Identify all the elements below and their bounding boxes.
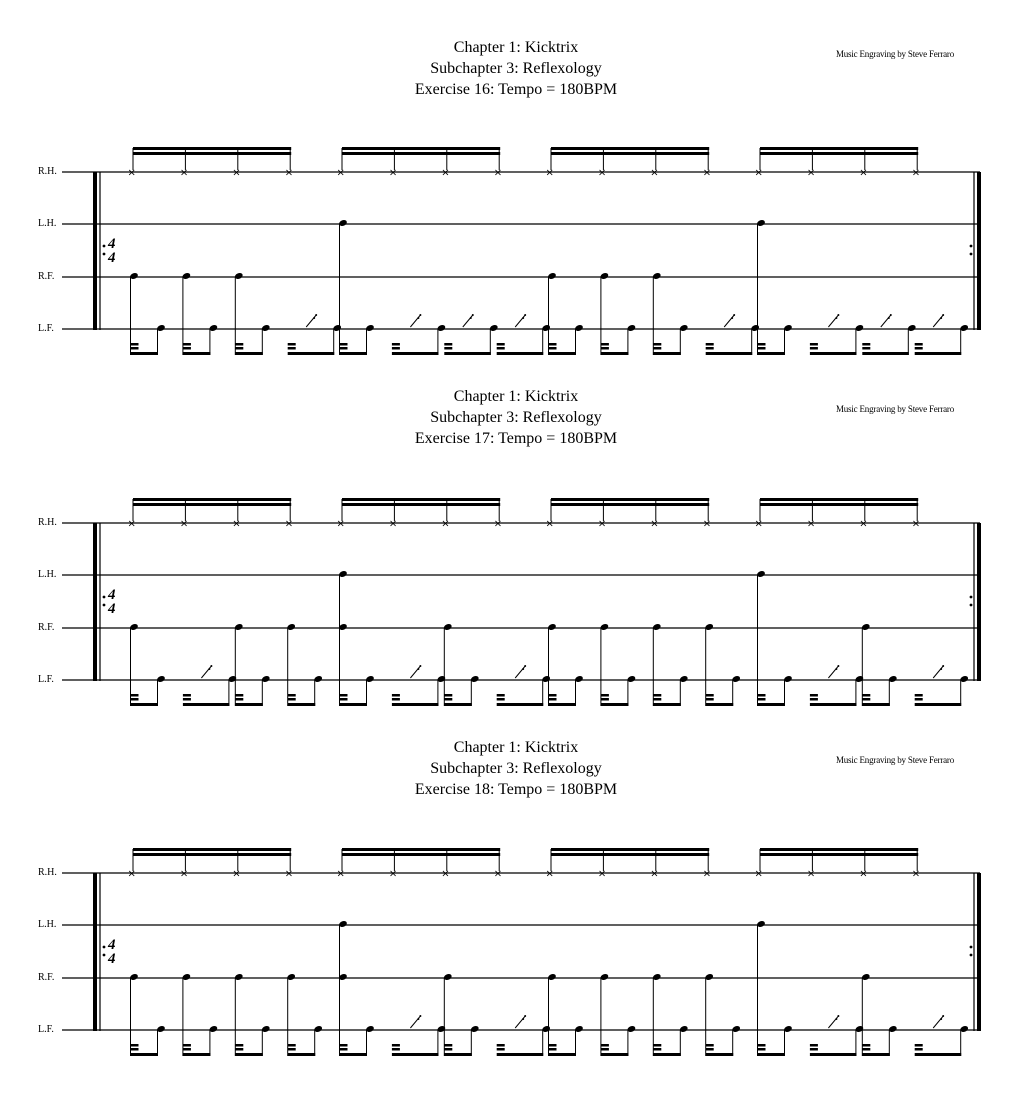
- exercise-16: [0, 35, 1022, 390]
- hihat-note: ×: [284, 868, 294, 880]
- hihat-note: ×: [545, 167, 554, 179]
- hihat-note: ×: [545, 868, 554, 880]
- staff-lines: [62, 873, 980, 1030]
- repeat-barlines: [93, 523, 981, 681]
- engraving-credit: Music Engraving by Steve Ferraro: [835, 755, 955, 765]
- hihat-note: ×: [859, 167, 868, 179]
- hihat-note: ×: [597, 868, 607, 880]
- line-label-rh: R.H.: [38, 166, 57, 177]
- line-label-lf: L.F.: [38, 323, 54, 334]
- hihat-note: ×: [754, 868, 763, 880]
- hihat-note: ×: [806, 868, 816, 880]
- line-label-lh: L.H.: [38, 218, 57, 229]
- hihat-note: ×: [388, 518, 398, 530]
- exercise-title: Exercise 17: Tempo = 180BPM: [414, 430, 618, 447]
- hihat-note: ×: [127, 518, 136, 530]
- hihat-note: ×: [232, 518, 241, 530]
- notation: [128, 848, 969, 1056]
- engraving-credit: Music Engraving by Steve Ferraro: [835, 49, 955, 59]
- hihat-note: ×: [859, 518, 868, 530]
- hihat-note: ×: [806, 518, 816, 530]
- hihat-note: ×: [911, 868, 921, 880]
- hihat-note: ×: [545, 518, 554, 530]
- hihat-note: ×: [127, 167, 136, 179]
- line-label-lf: L.F.: [38, 674, 54, 685]
- hihat-note: ×: [493, 167, 503, 179]
- time-signature-bottom: 4: [108, 601, 116, 617]
- staff-labels: [38, 867, 57, 1035]
- subchapter-title: Subchapter 3: Reflexology: [430, 60, 602, 77]
- hihat-note: ×: [493, 518, 503, 530]
- line-label-lf: L.F.: [38, 1024, 54, 1035]
- time-signature-bottom: 4: [108, 250, 116, 266]
- hihat-note: ×: [179, 167, 189, 179]
- time-signature: [107, 937, 116, 967]
- notation: [128, 498, 969, 706]
- notation: [128, 147, 969, 355]
- hihat-note: ×: [702, 868, 712, 880]
- hihat-note: ×: [911, 518, 921, 530]
- hihat-note: ×: [441, 167, 450, 179]
- hihat-note: ×: [597, 518, 607, 530]
- time-signature: [107, 587, 116, 617]
- measure: [546, 848, 741, 1056]
- exercise-title: Exercise 18: Tempo = 180BPM: [414, 781, 618, 798]
- hihat-note: ×: [232, 167, 241, 179]
- hihat-note: ×: [702, 518, 712, 530]
- hihat-note: ×: [179, 868, 189, 880]
- hihat-note: ×: [493, 868, 503, 880]
- engraving-credit: Music Engraving by Steve Ferraro: [835, 404, 955, 414]
- measure: [755, 147, 969, 355]
- subchapter-title: Subchapter 3: Reflexology: [430, 409, 602, 426]
- chapter-title: Chapter 1: Kicktrix: [453, 739, 579, 756]
- repeat-barlines: [93, 172, 981, 330]
- hihat-note: ×: [127, 868, 136, 880]
- staff-lines: [62, 523, 980, 680]
- time-signature: [107, 236, 116, 266]
- staff-lines: [62, 172, 980, 329]
- chapter-title: Chapter 1: Kicktrix: [453, 39, 579, 56]
- measure: [128, 147, 342, 355]
- hihat-note: ×: [702, 167, 712, 179]
- exercise-18: [0, 737, 1022, 1092]
- hihat-note: ×: [284, 518, 294, 530]
- hihat-note: ×: [441, 868, 450, 880]
- drum-staff: [0, 419, 1022, 739]
- measure: [337, 498, 551, 706]
- line-label-rf: R.F.: [38, 271, 55, 282]
- hihat-note: ×: [754, 167, 763, 179]
- measure: [128, 848, 323, 1056]
- chapter-title: Chapter 1: Kicktrix: [453, 388, 579, 405]
- hihat-note: ×: [232, 868, 241, 880]
- measure: [337, 147, 551, 355]
- time-signature-top: 4: [108, 587, 116, 603]
- measure: [128, 498, 323, 706]
- drum-staff: [0, 771, 1022, 1101]
- exercise-17: [0, 386, 1022, 741]
- line-label-lh: L.H.: [38, 569, 57, 580]
- hihat-note: ×: [441, 518, 450, 530]
- staff-labels: [38, 517, 57, 685]
- hihat-note: ×: [284, 167, 294, 179]
- line-label-rh: R.H.: [38, 517, 57, 528]
- hihat-note: ×: [336, 868, 345, 880]
- hihat-note: ×: [754, 518, 763, 530]
- measure: [755, 498, 969, 706]
- line-label-rh: R.H.: [38, 867, 57, 878]
- measure: [337, 848, 551, 1056]
- hihat-note: ×: [650, 518, 659, 530]
- hihat-note: ×: [388, 167, 398, 179]
- time-signature-top: 4: [108, 236, 116, 252]
- hihat-note: ×: [859, 868, 868, 880]
- line-label-rf: R.F.: [38, 622, 55, 633]
- measure: [546, 147, 760, 355]
- hihat-note: ×: [597, 167, 607, 179]
- hihat-note: ×: [336, 518, 345, 530]
- measure: [755, 848, 969, 1056]
- measure: [546, 498, 741, 706]
- subchapter-title: Subchapter 3: Reflexology: [430, 760, 602, 777]
- hihat-note: ×: [179, 518, 189, 530]
- staff-labels: [38, 166, 57, 334]
- time-signature-bottom: 4: [108, 951, 116, 967]
- drum-staff: [0, 70, 1022, 390]
- line-label-rf: R.F.: [38, 972, 55, 983]
- hihat-note: ×: [650, 167, 659, 179]
- hihat-note: ×: [911, 167, 921, 179]
- repeat-barlines: [93, 873, 981, 1031]
- time-signature-top: 4: [108, 937, 116, 953]
- hihat-note: ×: [806, 167, 816, 179]
- line-label-lh: L.H.: [38, 919, 57, 930]
- exercise-title: Exercise 16: Tempo = 180BPM: [414, 81, 618, 98]
- hihat-note: ×: [388, 868, 398, 880]
- hihat-note: ×: [336, 167, 345, 179]
- hihat-note: ×: [650, 868, 659, 880]
